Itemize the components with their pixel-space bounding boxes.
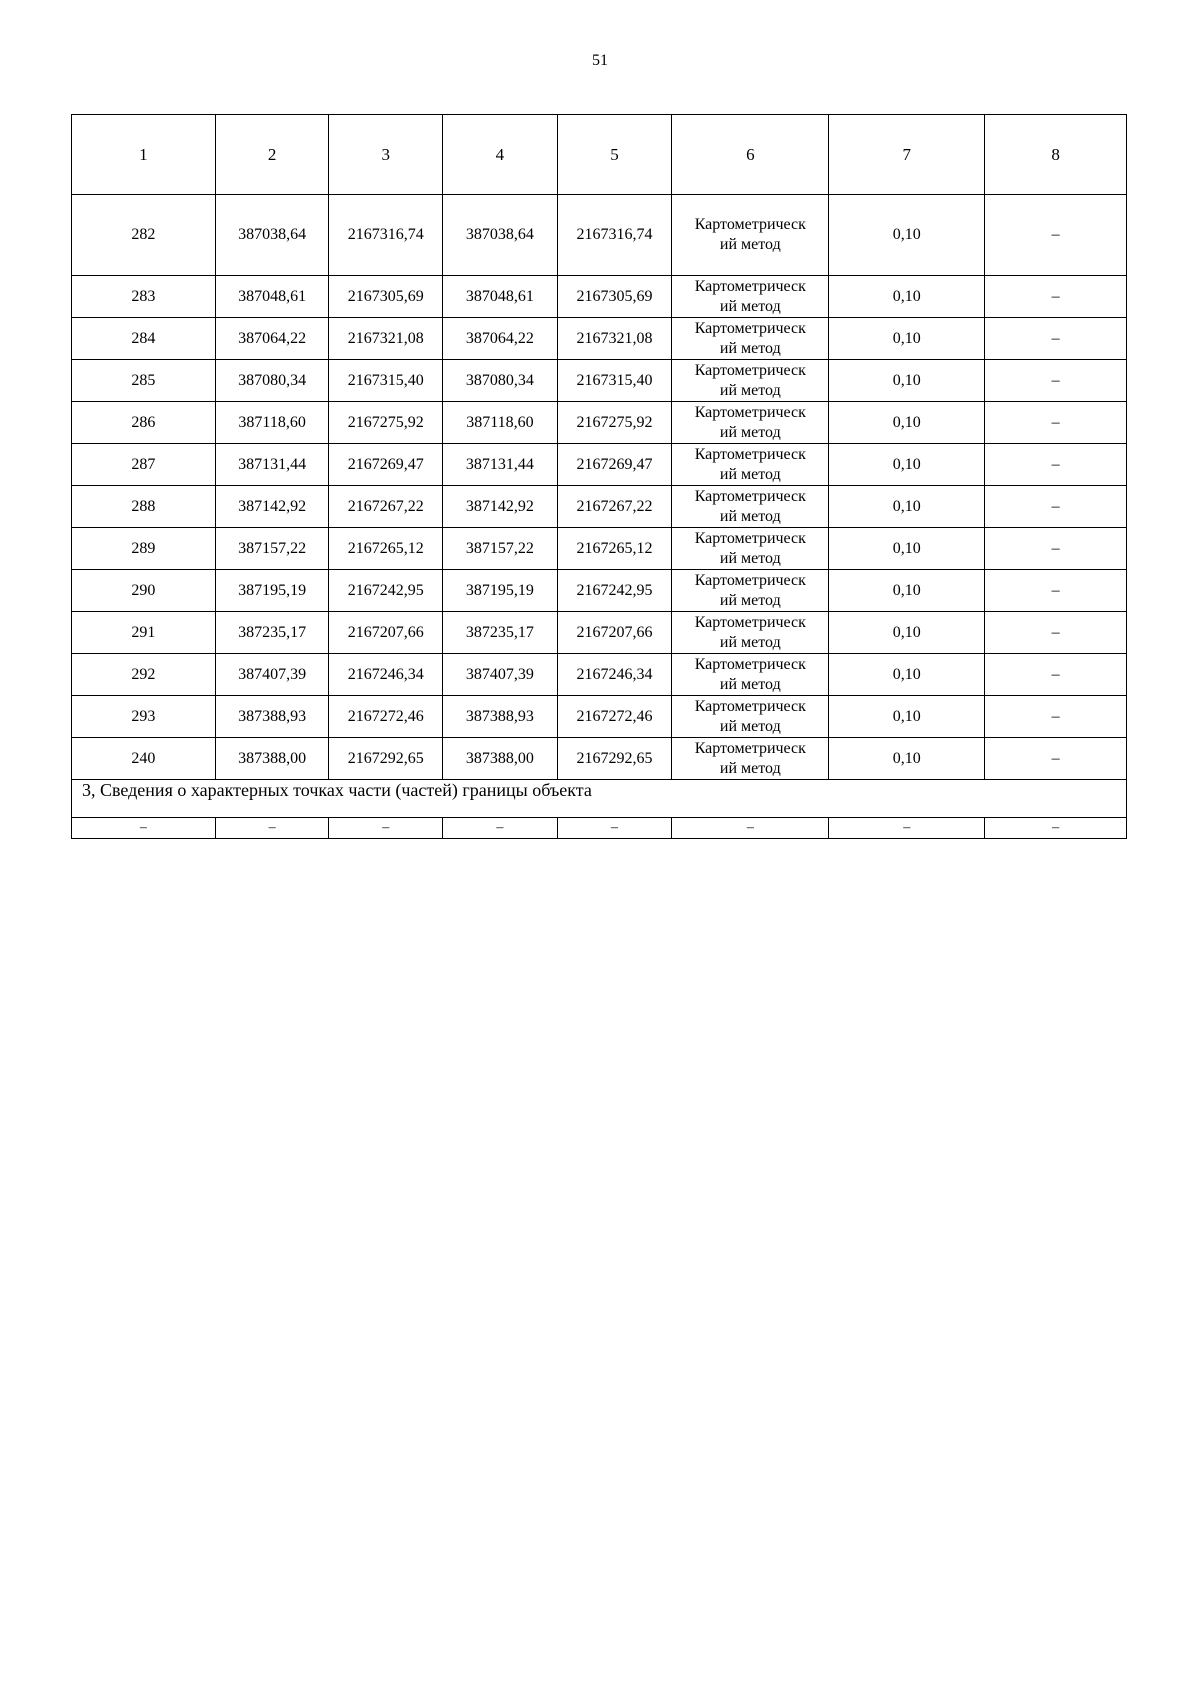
table-row <box>72 528 1127 570</box>
table-cell: 286 <box>72 402 216 444</box>
table-cell: 387142,92 <box>215 486 329 528</box>
dash-cell: – <box>215 818 329 839</box>
table-cell: 2167316,74 <box>557 195 672 276</box>
table-cell: 2167242,95 <box>557 570 672 612</box>
method-text: Картометрическ <box>694 445 806 463</box>
table-cell: 387235,17 <box>443 612 558 654</box>
table-cell: 387195,19 <box>443 570 558 612</box>
table-cell: 387407,39 <box>215 654 329 696</box>
table-cell: 0,10 <box>829 318 985 360</box>
table-cell: 0,10 <box>829 486 985 528</box>
table-cell: – <box>985 654 1127 696</box>
section-title: 3, Сведения о характерных точках части (частей) границы объекта <box>72 780 1127 818</box>
table-cell: – <box>985 195 1127 276</box>
table-cell: 290 <box>72 570 216 612</box>
table-cell: – <box>985 528 1127 570</box>
table-header-row <box>72 115 1127 195</box>
table-cell: 2167316,74 <box>329 195 443 276</box>
table-cell: 387048,61 <box>443 276 558 318</box>
table-row <box>72 360 1127 402</box>
table-cell: 2167315,40 <box>329 360 443 402</box>
table-cell: 387064,22 <box>443 318 558 360</box>
table-cell: 2167267,22 <box>557 486 672 528</box>
table-cell: 2167321,08 <box>329 318 443 360</box>
table-cell: – <box>985 612 1127 654</box>
header-cell: 7 <box>829 115 985 195</box>
table-cell: 387131,44 <box>443 444 558 486</box>
table-cell: 0,10 <box>829 276 985 318</box>
table-cell: 2167265,12 <box>329 528 443 570</box>
method-text: ий метод <box>719 423 781 441</box>
table-cell: 2167275,92 <box>557 402 672 444</box>
method-cell <box>672 276 829 318</box>
table-cell: 387080,34 <box>443 360 558 402</box>
method-text: Картометрическ <box>694 361 806 379</box>
method-text: Картометрическ <box>694 403 806 421</box>
method-text: ий метод <box>719 236 781 253</box>
table-cell: 2167269,47 <box>329 444 443 486</box>
table-cell: 0,10 <box>829 696 985 738</box>
method-cell <box>672 486 829 528</box>
table-cell: 240 <box>72 738 216 780</box>
table-cell: – <box>985 696 1127 738</box>
method-text: Картометрическ <box>694 697 806 715</box>
method-text: Картометрическ <box>694 529 806 547</box>
table-cell: 0,10 <box>829 738 985 780</box>
table-cell: 387038,64 <box>443 195 558 276</box>
table-row <box>72 612 1127 654</box>
table-row <box>72 486 1127 528</box>
method-cell <box>672 612 829 654</box>
table-cell: 387157,22 <box>443 528 558 570</box>
method-cell <box>672 570 829 612</box>
table-cell: 2167292,65 <box>557 738 672 780</box>
table-cell: 2167305,69 <box>329 276 443 318</box>
table-cell: 2167267,22 <box>329 486 443 528</box>
dash-cell: – <box>557 818 672 839</box>
table-cell: 387235,17 <box>215 612 329 654</box>
table-cell: – <box>985 486 1127 528</box>
dash-cell: – <box>72 818 216 839</box>
table-cell: 282 <box>72 195 216 276</box>
table-cell: 2167246,34 <box>329 654 443 696</box>
table-row <box>72 570 1127 612</box>
table-cell: 387195,19 <box>215 570 329 612</box>
table-cell: 2167265,12 <box>557 528 672 570</box>
method-cell <box>672 528 829 570</box>
table-cell: – <box>985 738 1127 780</box>
method-text: Картометрическ <box>694 216 806 233</box>
table-row <box>72 276 1127 318</box>
table-cell: 2167315,40 <box>557 360 672 402</box>
table-cell: – <box>985 570 1127 612</box>
boundary-points-table <box>71 114 1127 839</box>
method-text: Картометрическ <box>694 319 806 337</box>
method-cell <box>672 444 829 486</box>
method-cell <box>672 696 829 738</box>
table-cell: 287 <box>72 444 216 486</box>
method-text: ий метод <box>719 549 781 567</box>
table-row <box>72 195 1127 276</box>
method-text: Картометрическ <box>694 739 806 757</box>
method-cell <box>672 738 829 780</box>
method-text: ий метод <box>719 675 781 693</box>
table-cell: 2167207,66 <box>329 612 443 654</box>
method-cell <box>672 654 829 696</box>
method-text: Картометрическ <box>694 655 806 673</box>
table-cell: 2167207,66 <box>557 612 672 654</box>
table-cell: 2167269,47 <box>557 444 672 486</box>
dash-cell: – <box>985 818 1127 839</box>
table-cell: 387142,92 <box>443 486 558 528</box>
method-text: ий метод <box>719 633 781 651</box>
table-cell: 0,10 <box>829 195 985 276</box>
table-cell: 0,10 <box>829 570 985 612</box>
table-cell: – <box>985 360 1127 402</box>
table-cell: 288 <box>72 486 216 528</box>
table-cell: 0,10 <box>829 654 985 696</box>
table-cell: 2167272,46 <box>557 696 672 738</box>
dash-cell: – <box>443 818 558 839</box>
table-cell: 387048,61 <box>215 276 329 318</box>
table-cell: 283 <box>72 276 216 318</box>
header-cell: 3 <box>329 115 443 195</box>
table-row <box>72 654 1127 696</box>
table-row <box>72 444 1127 486</box>
method-cell <box>672 318 829 360</box>
table-cell: 387388,00 <box>215 738 329 780</box>
table-cell: 387080,34 <box>215 360 329 402</box>
table-cell: 293 <box>72 696 216 738</box>
table-cell: – <box>985 402 1127 444</box>
method-text: Картометрическ <box>694 277 806 295</box>
table-cell: 2167272,46 <box>329 696 443 738</box>
table-cell: 387118,60 <box>443 402 558 444</box>
table-cell: 387064,22 <box>215 318 329 360</box>
table-row <box>72 696 1127 738</box>
header-cell: 4 <box>443 115 558 195</box>
table-cell: 291 <box>72 612 216 654</box>
table-row <box>72 318 1127 360</box>
table-cell: 2167321,08 <box>557 318 672 360</box>
table-cell: 2167246,34 <box>557 654 672 696</box>
table-cell: 285 <box>72 360 216 402</box>
dash-cell: – <box>329 818 443 839</box>
method-text: Картометрическ <box>694 571 806 589</box>
table-cell: – <box>985 318 1127 360</box>
table-cell: 284 <box>72 318 216 360</box>
table-cell: 387407,39 <box>443 654 558 696</box>
table-cell: – <box>985 444 1127 486</box>
table-cell: 0,10 <box>829 612 985 654</box>
method-text: ий метод <box>719 465 781 483</box>
method-text: Картометрическ <box>694 487 806 505</box>
method-text: ий метод <box>719 339 781 357</box>
table-cell: 387388,93 <box>443 696 558 738</box>
method-cell <box>672 360 829 402</box>
table-cell: 387388,93 <box>215 696 329 738</box>
header-cell: 5 <box>557 115 672 195</box>
table-cell: 387388,00 <box>443 738 558 780</box>
table-row <box>72 738 1127 780</box>
table-cell: 2167242,95 <box>329 570 443 612</box>
table-cell: 0,10 <box>829 360 985 402</box>
section-row <box>72 780 1127 818</box>
method-text: ий метод <box>719 591 781 609</box>
table-cell: 2167305,69 <box>557 276 672 318</box>
method-text: ий метод <box>719 759 781 777</box>
method-text: ий метод <box>719 507 781 525</box>
dash-cell: – <box>672 818 829 839</box>
table-cell: 0,10 <box>829 528 985 570</box>
table-row <box>72 402 1127 444</box>
method-cell <box>672 195 829 276</box>
header-cell: 1 <box>72 115 216 195</box>
header-cell: 6 <box>672 115 829 195</box>
method-text: ий метод <box>719 717 781 735</box>
table-cell: 387157,22 <box>215 528 329 570</box>
table-cell: 292 <box>72 654 216 696</box>
table-cell: 387038,64 <box>215 195 329 276</box>
header-cell: 2 <box>215 115 329 195</box>
table-cell: 0,10 <box>829 402 985 444</box>
method-text: ий метод <box>719 381 781 399</box>
method-text: Картометрическ <box>694 613 806 631</box>
dash-row <box>72 818 1127 839</box>
table-cell: 387131,44 <box>215 444 329 486</box>
header-cell: 8 <box>985 115 1127 195</box>
table-cell: 289 <box>72 528 216 570</box>
method-text: ий метод <box>719 297 781 315</box>
table-cell: 387118,60 <box>215 402 329 444</box>
table-cell: 2167292,65 <box>329 738 443 780</box>
method-cell <box>672 402 829 444</box>
page-number: 51 <box>592 52 608 69</box>
dash-cell: – <box>829 818 985 839</box>
table-cell: 0,10 <box>829 444 985 486</box>
table-cell: – <box>985 276 1127 318</box>
table-cell: 2167275,92 <box>329 402 443 444</box>
